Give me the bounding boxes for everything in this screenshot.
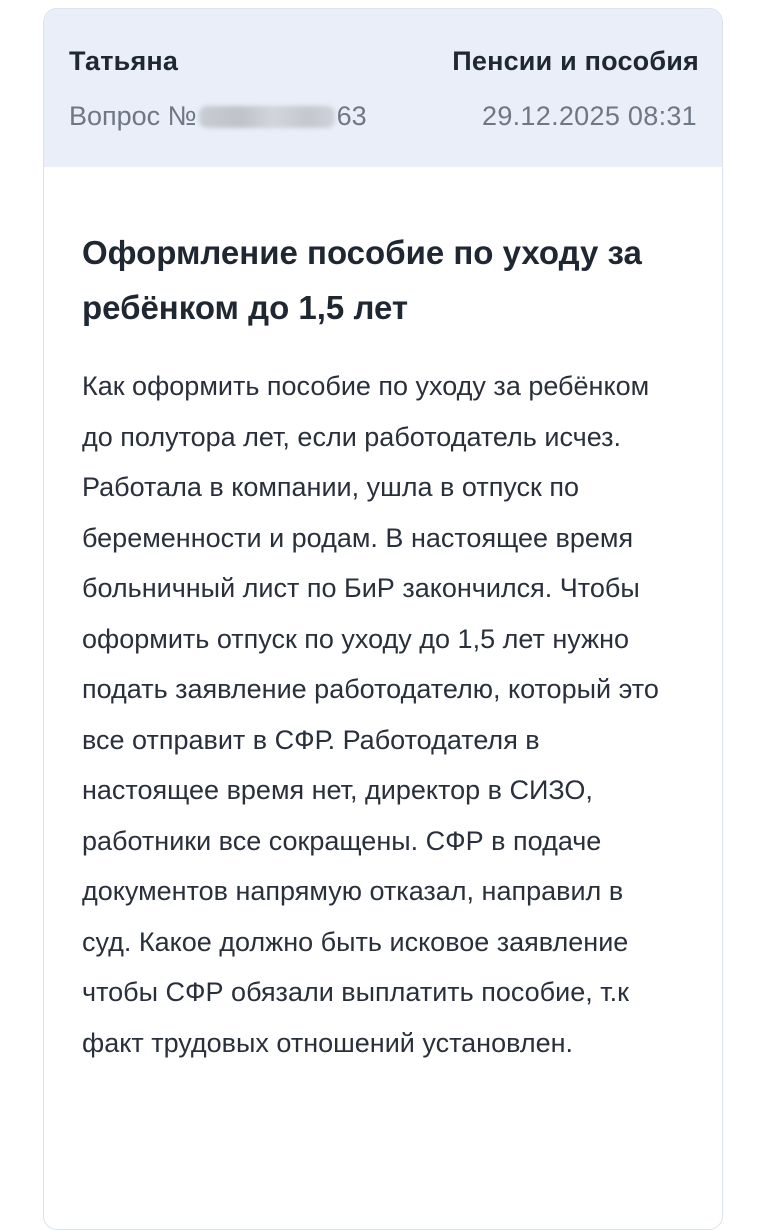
question-header xyxy=(44,9,722,167)
question-paragraph: Как оформить пособие по уходу за ребёнком до полутора лет, если работодатель исчез. xyxy=(82,371,650,452)
question-number-prefix: Вопрос № xyxy=(69,101,197,131)
author-name: Татьяна xyxy=(69,46,179,76)
category-label[interactable]: Пенсии и пособия xyxy=(452,46,699,76)
question-number xyxy=(69,101,367,132)
question-datetime: 29.12.2025 08:31 xyxy=(482,101,697,131)
question-body xyxy=(44,167,722,1068)
question-number-suffix: 63 xyxy=(336,101,367,131)
question-text xyxy=(82,361,662,1068)
question-card xyxy=(43,8,723,1230)
question-paragraph: Работала в компании, ушла в отпуск по беременности и родам. В настоящее время больничный лист по БиР закончился. Чтобы оформить отпуск по уходу до 1,5 лет нужно подать заявление работодателю, который это все отправит в СФР. Работодателя в настоящее время нет, директор в СИЗО, работники все сокращены. СФР в подаче документов напрямую отказал, направил в суд. Какое должно быть исковое заявление чтобы СФР обязали выплатить пособие, т.к факт трудовых отношений установлен. xyxy=(82,472,659,1058)
redacted-number-blur xyxy=(199,106,335,128)
question-title: Оформление пособие по уходу за ребёнком до 1,5 лет xyxy=(82,234,642,326)
